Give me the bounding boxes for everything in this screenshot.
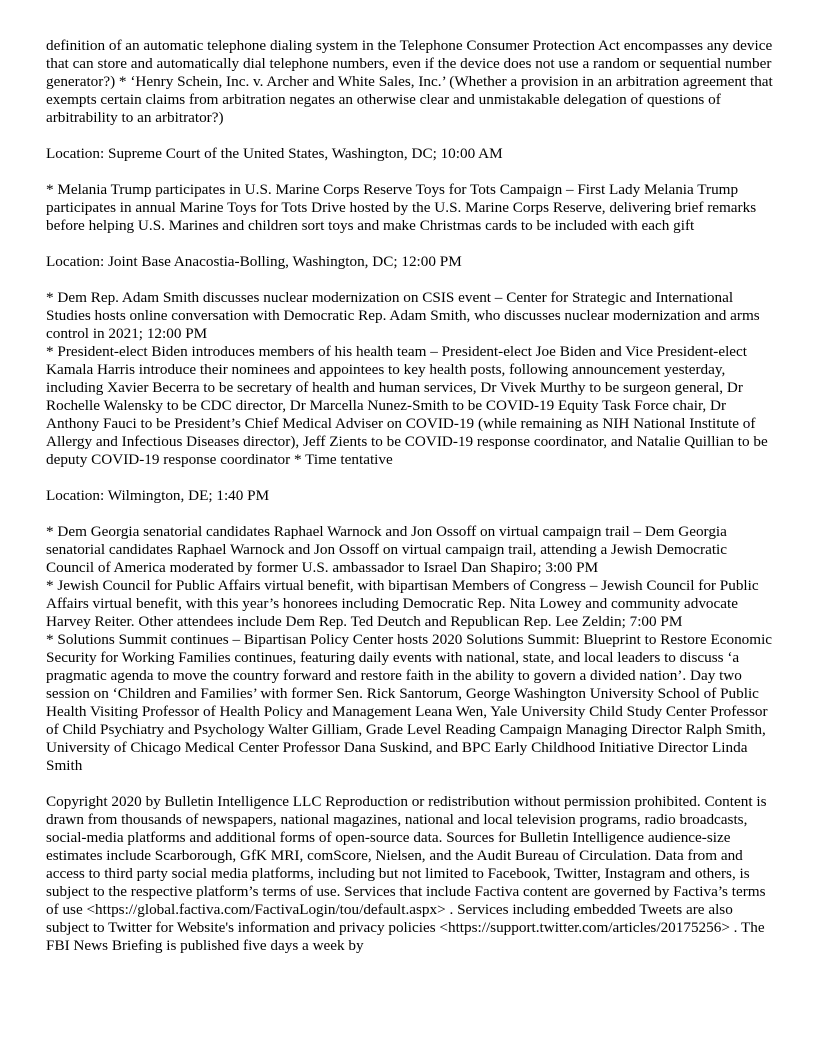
event-item: * Dem Georgia senatorial candidates Raphael Warnock and Jon Ossoff on virtual campaign trail – Dem Georgia senatorial candidates Raphael Warnock and Jon Ossoff on virtual campaign trail, attending a Jewish Democratic Council of America moderated by former U.S. ambassador to Israel Dan Shapiro; 3:00 PM (46, 523, 728, 576)
location-line: Location: Supreme Court of the United States, Washington, DC; 10:00 AM (46, 145, 503, 162)
location-line: Location: Joint Base Anacostia-Bolling, Washington, DC; 12:00 PM (46, 253, 462, 270)
event-item: * Dem Rep. Adam Smith discusses nuclear modernization on CSIS event – Center for Strategic and International Studies hosts online conversation with Democratic Rep. Adam Smith, who discusses nuclear modernization and arms control in 2021; 12:00 PM (46, 289, 760, 342)
event-item: * Melania Trump participates in U.S. Marine Corps Reserve Toys for Tots Campaign – First Lady Melania Trump participates in annual Marine Toys for Tots Drive hosted by the U.S. Marine Corps Reserve, delivering brief remarks before helping U.S. Marines and children sort toys and make Christmas cards to be included with each gift (46, 181, 757, 234)
event-item: * Solutions Summit continues – Bipartisan Policy Center hosts 2020 Solutions Summit: Blueprint to Restore Economic Security for Working Families continues, featuring daily events with national, state, and local leaders to discuss ‘a pragmatic agenda to move the country forward and restore faith in the ability to govern a divided nation’. Day two session on ‘Children and Families’ with former Sen. Rick Santorum, George Washington University School of Public Health Visiting Professor of Health Policy and Management Leana Wen, Yale University Child Study Center Professor of Child Psychiatry and Psychology Walter Gilliam, Grade Level Reading Campaign Managing Director Ralph Smith, University of Chicago Medical Center Professor Dana Suskind, and BPC Early Childhood Initiative Director Linda Smith (46, 631, 773, 774)
copyright-paragraph: Copyright 2020 by Bulletin Intelligence LLC Reproduction or redistribution without permission prohibited. Content is drawn from thousands of newspapers, national magazines, national and local television programs, radio broadcasts, social-media platforms and additional forms of open-source data. Sources for Bulletin Intelligence audience-size estimates include Scarborough, GfK MRI, comScore, Nielsen, and the Audit Bureau of Circulation. Data from and access to third party social media platforms, including but not limited to Facebook, Twitter, Instagram and others, is subject to the respective platform’s terms of use. Services that include Factiva content are governed by Factiva’s terms of use <https://global.factiva.com/FactivaLogin/tou/default.aspx> . Services including embedded Tweets are also subject to Twitter for Website's information and privacy policies <https://support.twitter.com/articles/20175256> . The FBI News Briefing is published five days a week by (46, 793, 767, 954)
intro-paragraph: definition of an automatic telephone dialing system in the Telephone Consumer Protection Act encompasses any device that can store and automatically dial telephone numbers, even if the device does not use a random or sequential number generator?) * ‘Henry Schein, Inc. v. Archer and White Sales, Inc.’ (Whether a provision in an arbitration agreement that exempts certain claims from arbitration negates an otherwise clear and unmistakable delegation of questions of arbitrability to an arbitrator?) (46, 37, 773, 126)
event-group (46, 289, 776, 469)
event-item: * President-elect Biden introduces members of his health team – President-elect Joe Biden and Vice President-elect Kamala Harris introduce their nominees and appointees to key health posts, following announcement yesterday, including Xavier Becerra to be secretary of health and human services, Dr Vivek Murthy to be surgeon general, Dr Rochelle Walensky to be CDC director, Dr Marcella Nunez-Smith to be COVID-19 Equity Task Force chair, Dr Anthony Fauci to be President’s Chief Medical Adviser on COVID-19 (while remaining as NIH National Institute of Allergy and Infectious Diseases director), Jeff Zients to be COVID-19 response coordinator, and Natalie Quillian to be deputy COVID-19 response coordinator * Time tentative (46, 343, 768, 468)
location-line: Location: Wilmington, DE; 1:40 PM (46, 487, 270, 504)
event-item: * Jewish Council for Public Affairs virtual benefit, with bipartisan Members of Congress – Jewish Council for Public Affairs virtual benefit, with this year’s honorees including Democratic Rep. Nita Lowey and community advocate Harvey Reiter. Other attendees include Dem Rep. Ted Deutch and Republican Rep. Lee Zeldin; 7:00 PM (46, 577, 759, 630)
event-group (46, 523, 776, 775)
